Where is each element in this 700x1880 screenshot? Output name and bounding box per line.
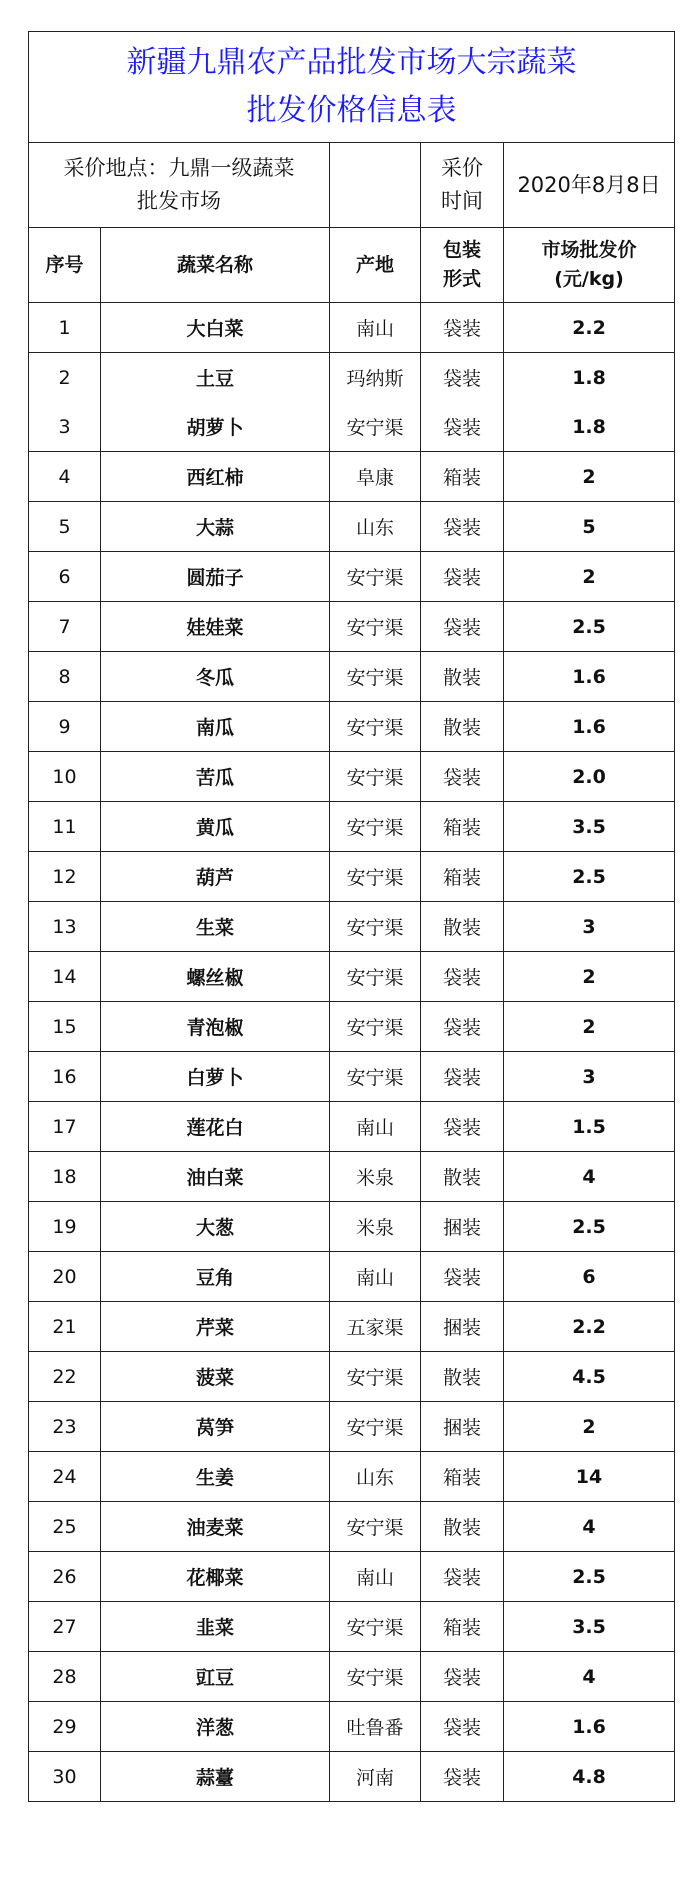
table-row — [29, 752, 675, 802]
cell-packaging: 袋装 — [421, 1002, 504, 1052]
table-row — [29, 1002, 675, 1052]
cell-origin: 南山 — [330, 1102, 421, 1152]
cell-index: 24 — [29, 1452, 101, 1502]
cell-index: 13 — [29, 902, 101, 952]
table-row — [29, 952, 675, 1002]
cell-packaging: 散装 — [421, 1502, 504, 1552]
cell-index: 17 — [29, 1102, 101, 1152]
cell-vegetable-name: 娃娃菜 — [101, 602, 330, 652]
cell-price: 2.2 — [504, 303, 675, 353]
cell-packaging: 袋装 — [421, 1752, 504, 1802]
cell-packaging: 袋装 — [421, 1702, 504, 1752]
cell-vegetable-name: 豆角 — [101, 1252, 330, 1302]
cell-origin: 安宁渠 — [330, 902, 421, 952]
table-row — [29, 802, 675, 852]
cell-index: 9 — [29, 702, 101, 752]
cell-price: 2 — [504, 1402, 675, 1452]
cell-index: 18 — [29, 1152, 101, 1202]
cell-packaging: 散装 — [421, 652, 504, 702]
location-line-1: 采价地点：九鼎一级蔬菜 — [63, 156, 295, 180]
cell-origin: 安宁渠 — [330, 1002, 421, 1052]
cell-index: 7 — [29, 602, 101, 652]
cell-vegetable-name: 菠菜 — [101, 1352, 330, 1402]
cell-index: 22 — [29, 1352, 101, 1402]
cell-index: 8 — [29, 652, 101, 702]
cell-vegetable-name: 大葱 — [101, 1202, 330, 1252]
cell-packaging: 袋装 — [421, 303, 504, 353]
cell-packaging: 箱装 — [421, 802, 504, 852]
header-origin: 产地 — [330, 228, 421, 303]
table-row — [29, 1102, 675, 1152]
date-cell: 2020年8月8日 — [504, 143, 675, 228]
table-row — [29, 1752, 675, 1802]
cell-price: 1.8 — [504, 353, 675, 403]
table-row — [29, 502, 675, 552]
cell-packaging: 散装 — [421, 1352, 504, 1402]
cell-origin: 山东 — [330, 1452, 421, 1502]
table-row — [29, 1502, 675, 1552]
cell-vegetable-name: 苦瓜 — [101, 752, 330, 802]
cell-vegetable-name: 莴笋 — [101, 1402, 330, 1452]
cell-origin: 安宁渠 — [330, 852, 421, 902]
cell-packaging: 袋装 — [421, 1052, 504, 1102]
info-row — [29, 143, 675, 228]
cell-vegetable-name: 冬瓜 — [101, 652, 330, 702]
price-sheet — [28, 31, 674, 1802]
cell-packaging: 袋装 — [421, 752, 504, 802]
table-row — [29, 1702, 675, 1752]
cell-packaging: 散装 — [421, 1152, 504, 1202]
table-row — [29, 1052, 675, 1102]
cell-price: 4 — [504, 1502, 675, 1552]
table-title — [29, 32, 675, 143]
time-label-line-1: 采价 — [441, 156, 483, 180]
table-row — [29, 902, 675, 952]
cell-price: 14 — [504, 1452, 675, 1502]
cell-vegetable-name: 蒜薹 — [101, 1752, 330, 1802]
header-index: 序号 — [29, 228, 101, 303]
table-row — [29, 1152, 675, 1202]
cell-index: 27 — [29, 1602, 101, 1652]
cell-price: 4.5 — [504, 1352, 675, 1402]
table-row — [29, 1602, 675, 1652]
cell-price: 2.2 — [504, 1302, 675, 1352]
table-row — [29, 1252, 675, 1302]
cell-packaging: 袋装 — [421, 1552, 504, 1602]
cell-price: 4.8 — [504, 1752, 675, 1802]
cell-price: 1.8 — [504, 402, 675, 452]
cell-origin: 阜康 — [330, 452, 421, 502]
cell-price: 4 — [504, 1152, 675, 1202]
table-row — [29, 602, 675, 652]
cell-packaging: 袋装 — [421, 402, 504, 452]
cell-price: 2 — [504, 552, 675, 602]
cell-vegetable-name: 大白菜 — [101, 303, 330, 353]
cell-packaging: 袋装 — [421, 502, 504, 552]
cell-packaging: 箱装 — [421, 1602, 504, 1652]
title-line-1: 新疆九鼎农产品批发市场大宗蔬菜 — [126, 45, 577, 80]
empty-cell — [330, 143, 421, 228]
cell-origin: 南山 — [330, 303, 421, 353]
cell-origin: 安宁渠 — [330, 802, 421, 852]
cell-vegetable-name: 土豆 — [101, 353, 330, 403]
cell-price: 2.5 — [504, 1552, 675, 1602]
cell-price: 3.5 — [504, 1602, 675, 1652]
cell-price: 1.5 — [504, 1102, 675, 1152]
cell-origin: 安宁渠 — [330, 1402, 421, 1452]
cell-origin: 山东 — [330, 502, 421, 552]
cell-vegetable-name: 大蒜 — [101, 502, 330, 552]
table-row — [29, 652, 675, 702]
cell-vegetable-name: 豇豆 — [101, 1652, 330, 1702]
cell-origin: 安宁渠 — [330, 752, 421, 802]
cell-vegetable-name: 莲花白 — [101, 1102, 330, 1152]
cell-packaging: 散装 — [421, 702, 504, 752]
cell-index: 20 — [29, 1252, 101, 1302]
cell-index: 5 — [29, 502, 101, 552]
cell-index: 26 — [29, 1552, 101, 1602]
cell-vegetable-name: 葫芦 — [101, 852, 330, 902]
header-row — [29, 228, 675, 303]
cell-index: 23 — [29, 1402, 101, 1452]
cell-index: 16 — [29, 1052, 101, 1102]
cell-vegetable-name: 油白菜 — [101, 1152, 330, 1202]
cell-index: 21 — [29, 1302, 101, 1352]
cell-packaging: 袋装 — [421, 602, 504, 652]
cell-packaging: 箱装 — [421, 852, 504, 902]
cell-vegetable-name: 胡萝卜 — [101, 402, 330, 452]
cell-vegetable-name: 芹菜 — [101, 1302, 330, 1352]
cell-index: 3 — [29, 402, 101, 452]
cell-index: 6 — [29, 552, 101, 602]
header-pack-line-1: 包装 — [442, 239, 481, 261]
time-label-line-2: 时间 — [441, 189, 483, 213]
cell-index: 29 — [29, 1702, 101, 1752]
cell-packaging: 袋装 — [421, 1652, 504, 1702]
cell-price: 2 — [504, 452, 675, 502]
cell-origin: 安宁渠 — [330, 402, 421, 452]
cell-packaging: 捆装 — [421, 1302, 504, 1352]
cell-origin: 吐鲁番 — [330, 1702, 421, 1752]
cell-vegetable-name: 青泡椒 — [101, 1002, 330, 1052]
cell-price: 2.0 — [504, 752, 675, 802]
cell-origin: 安宁渠 — [330, 1352, 421, 1402]
table-row — [29, 452, 675, 502]
cell-origin: 安宁渠 — [330, 702, 421, 752]
header-price — [504, 228, 675, 303]
cell-price: 2.5 — [504, 852, 675, 902]
location-line-2: 批发市场 — [137, 189, 221, 213]
table-row — [29, 402, 675, 452]
table-row — [29, 1452, 675, 1502]
cell-index: 1 — [29, 303, 101, 353]
time-label-cell — [421, 143, 504, 228]
cell-packaging: 袋装 — [421, 353, 504, 403]
cell-price: 3 — [504, 902, 675, 952]
cell-vegetable-name: 生姜 — [101, 1452, 330, 1502]
table-row — [29, 702, 675, 752]
cell-origin: 米泉 — [330, 1152, 421, 1202]
cell-origin: 安宁渠 — [330, 952, 421, 1002]
table-row — [29, 1202, 675, 1252]
cell-price: 1.6 — [504, 702, 675, 752]
cell-vegetable-name: 南瓜 — [101, 702, 330, 752]
cell-vegetable-name: 韭菜 — [101, 1602, 330, 1652]
table-row — [29, 1302, 675, 1352]
cell-packaging: 箱装 — [421, 452, 504, 502]
cell-vegetable-name: 生菜 — [101, 902, 330, 952]
cell-origin: 河南 — [330, 1752, 421, 1802]
header-name: 蔬菜名称 — [101, 228, 330, 303]
cell-origin: 玛纳斯 — [330, 353, 421, 403]
cell-index: 14 — [29, 952, 101, 1002]
cell-origin: 安宁渠 — [330, 552, 421, 602]
cell-index: 15 — [29, 1002, 101, 1052]
cell-vegetable-name: 圆茄子 — [101, 552, 330, 602]
cell-vegetable-name: 螺丝椒 — [101, 952, 330, 1002]
cell-price: 1.6 — [504, 1702, 675, 1752]
cell-index: 25 — [29, 1502, 101, 1552]
cell-origin: 南山 — [330, 1252, 421, 1302]
cell-origin: 安宁渠 — [330, 1602, 421, 1652]
cell-index: 11 — [29, 802, 101, 852]
table-row — [29, 1552, 675, 1602]
cell-index: 2 — [29, 353, 101, 403]
cell-index: 28 — [29, 1652, 101, 1702]
cell-origin: 米泉 — [330, 1202, 421, 1252]
cell-price: 2.5 — [504, 1202, 675, 1252]
cell-price: 3 — [504, 1052, 675, 1102]
cell-origin: 安宁渠 — [330, 602, 421, 652]
location-cell — [29, 143, 330, 228]
cell-vegetable-name: 黄瓜 — [101, 802, 330, 852]
table-row — [29, 1352, 675, 1402]
table-row — [29, 852, 675, 902]
cell-price: 2 — [504, 952, 675, 1002]
cell-index: 19 — [29, 1202, 101, 1252]
cell-vegetable-name: 油麦菜 — [101, 1502, 330, 1552]
cell-origin: 五家渠 — [330, 1302, 421, 1352]
cell-vegetable-name: 花椰菜 — [101, 1552, 330, 1602]
title-line-2: 批发价格信息表 — [246, 93, 457, 128]
table-row — [29, 353, 675, 403]
cell-index: 10 — [29, 752, 101, 802]
cell-origin: 安宁渠 — [330, 1502, 421, 1552]
cell-origin: 安宁渠 — [330, 652, 421, 702]
table-row — [29, 1652, 675, 1702]
cell-packaging: 捆装 — [421, 1402, 504, 1452]
cell-packaging: 箱装 — [421, 1452, 504, 1502]
cell-price: 3.5 — [504, 802, 675, 852]
cell-price: 2 — [504, 1002, 675, 1052]
cell-packaging: 袋装 — [421, 1252, 504, 1302]
cell-index: 30 — [29, 1752, 101, 1802]
cell-index: 4 — [29, 452, 101, 502]
cell-vegetable-name: 白萝卜 — [101, 1052, 330, 1102]
cell-packaging: 散装 — [421, 902, 504, 952]
cell-index: 12 — [29, 852, 101, 902]
cell-origin: 安宁渠 — [330, 1052, 421, 1102]
table-row — [29, 1402, 675, 1452]
header-pack — [421, 228, 504, 303]
cell-vegetable-name: 西红柿 — [101, 452, 330, 502]
cell-vegetable-name: 洋葱 — [101, 1702, 330, 1752]
table-row — [29, 303, 675, 353]
cell-price: 2.5 — [504, 602, 675, 652]
cell-price: 1.6 — [504, 652, 675, 702]
cell-packaging: 捆装 — [421, 1202, 504, 1252]
cell-price: 4 — [504, 1652, 675, 1702]
cell-origin: 南山 — [330, 1552, 421, 1602]
cell-price: 5 — [504, 502, 675, 552]
header-price-line-1: 市场批发价 — [541, 239, 637, 261]
cell-packaging: 袋装 — [421, 552, 504, 602]
cell-packaging: 袋装 — [421, 1102, 504, 1152]
header-price-line-2: (元/kg) — [554, 268, 624, 290]
header-pack-line-2: 形式 — [442, 268, 481, 290]
cell-packaging: 袋装 — [421, 952, 504, 1002]
cell-price: 6 — [504, 1252, 675, 1302]
cell-origin: 安宁渠 — [330, 1652, 421, 1702]
price-table — [28, 31, 675, 1802]
table-row — [29, 552, 675, 602]
